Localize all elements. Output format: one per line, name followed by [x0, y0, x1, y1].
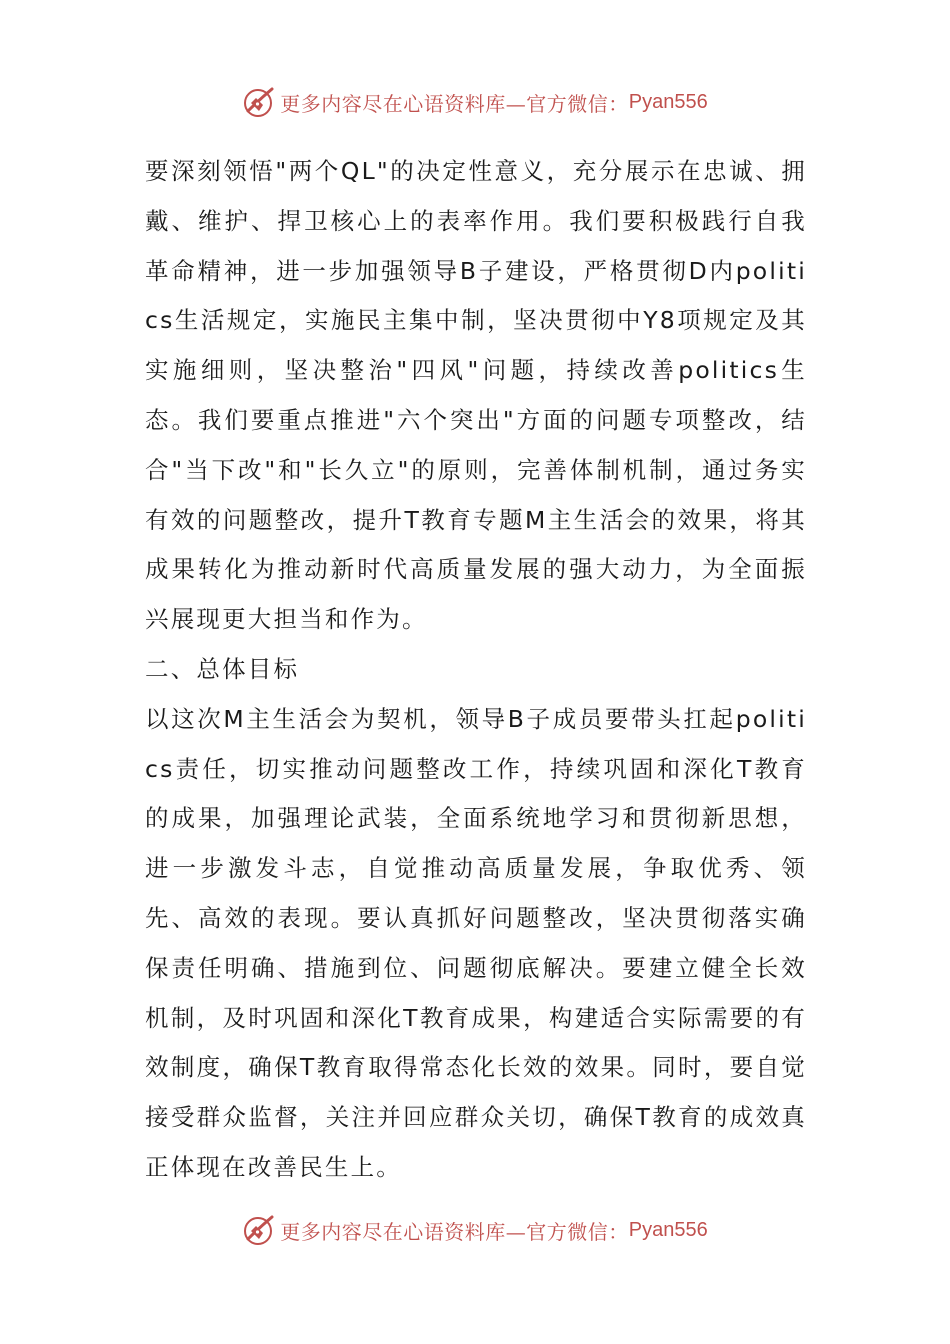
header-wechat-id: Pyan556: [628, 90, 708, 113]
footer-wechat-id: Pyan556: [628, 1218, 708, 1241]
document-body: [145, 147, 807, 1193]
pen-nib-logo-icon: [242, 1213, 276, 1247]
footer-banner: [0, 1210, 950, 1250]
header-banner-text: 更多内容尽在心语资料库—官方微信：: [280, 91, 629, 116]
pen-nib-logo-icon: [242, 85, 276, 119]
section-heading: 二、总体目标: [145, 654, 300, 683]
footer-banner-text: 更多内容尽在心语资料库—官方微信：: [280, 1219, 629, 1244]
paragraph-2: 以这次M主生活会为契机，领导B子成员要带头扛起politics责任，切实推动问题整改工作，持续巩固和深化T教育的成果，加强理论武装，全面系统地学习和贯彻新思想，进一步激发斗志，自觉推动高质量发展，争取优秀、领先、高效的表现。要认真抓好问题整改，坚决贯彻落实确保责任明确、措施到位、问题彻底解决。要建立健全长效机制，及时巩固和深化T教育成果，构建适合实际需要的有效制度，确保T教育取得常态化长效的效果。同时，要自觉接受群众监督，关注并回应群众关切，确保T教育的成效真正体现在改善民生上。: [145, 704, 807, 1181]
header-banner: [0, 82, 950, 122]
paragraph-1: 要深刻领悟"两个QL"的决定性意义，充分展示在忠诚、拥戴、维护、捍卫核心上的表率作用。我们要积极践行自我革命精神，进一步加强领导B子建设，严格贯彻D内politics生活规定，实施民主集中制，坚决贯彻中Y8项规定及其实施细则，坚决整治"四风"问题，持续改善politics生态。我们要重点推进"六个突出"方面的问题专项整改，结合"当下改"和"长久立"的原则，完善体制机制，通过务实有效的问题整改，提升T教育专题M主生活会的效果，将其成果转化为推动新时代高质量发展的强大动力，为全面振兴展现更大担当和作为。: [145, 157, 807, 634]
